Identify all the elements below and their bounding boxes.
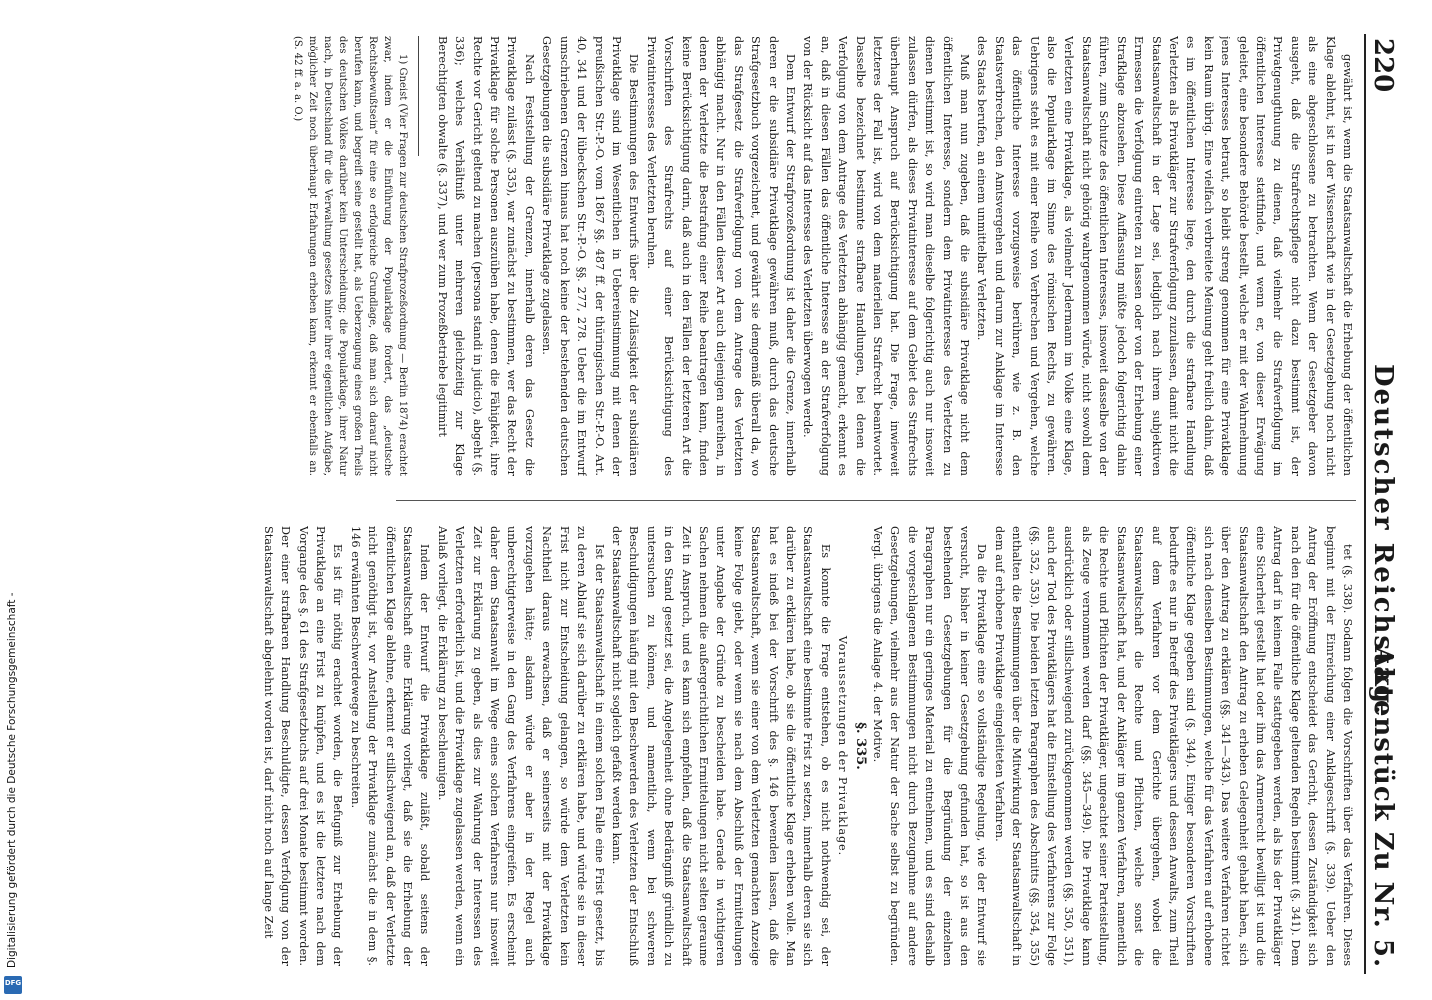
section-subheading: Voraussetzungen der Privatklage.: [836, 635, 850, 857]
paragraph: Die Bestimmungen des Entwurfs über die Zulässigkeit der subsidiären Privatklage sind im Wesentlichen in Uebereinstimmung mit denen der preußischen Str.-P.-O. vom 1867 §§. 487 ff. der thüringischen Str.-P.-O. Art. 40, 341 und der lübeckschen Str.-P.-O. §§. 277, 278. Ueber die im Entwurf umschriebenen Grenzen hinaus hat noch keine der bestehenden deutschen Gesetzgebungen die subsidiäre Privatklage zugelassen.: [540, 36, 641, 476]
footnote: 1) Gneist (Vier Fragen zur deutschen Strafprozeßordnung — Berlin 1874) erachtet zwar, indem er die Einführung der Popularklage fordert, das „deutsche Rechtsbewußtsein“ für eine so erfolgreiche Grundlage, daß man sich darauf nicht berufen kann, und begreift seine gestellt hat, als Ueberzeugung eines großen Theils des deutschen Volkes darüber kein Unterscheidung; die Popularklage, ihrer Natur nach, in Deutschland für die Verwaltung gesetzes hinter ihrer eigentlichen Aufgabe, möglicher Zeit noch überhaupt Erfahrungen erheben kann, erkennt er ebenfalls an. (S. 42 ff. a. a. O.): [292, 36, 409, 476]
paragraph: Es konnte die Frage entstehen, ob es nicht nothwendig sei, der Staatsanwaltschaft eine bestimmte Frist zu setzen, innerhalb deren sie sich darüber zu erklären habe, ob sie die öffentliche Klage erheben wolle. Man hat es indeß bei der Vorschrift des §. 146 bewenden lassen, daß die Staatsanwaltschaft, wenn sie einer von dem Verletzten gemachten Anzeige keine Folge giebt, oder wenn sie nach dem Abschluß der Ermittelungen unter Angabe der Gründe zu bescheiden habe. Gerade in wichtigeren Sachen nehmen die außergerichtlichen Ermittelungen nicht selten geraume Zeit in Anspruch, und es kann sich empfehlen, daß die Staatsanwaltschaft in den Stand gesetzt sei, die Angelegenheit ohne Bedrängniß gründlich zu untersuchen zu können, und namentlich, wenn bei schweren Beschuldigungen häufig mit den Beschwerden des Verletzten der Entschluß der Staatsanwaltschaft nicht sogleich gefaßt werden kann.: [609, 526, 832, 966]
paragraph: Ist der Staatsanwaltschaft in einem solchen Falle eine Frist gesetzt, bis zu deren Ablauf sie sich darüber zu erklären habe, und würde sie in dieser Frist nicht zur Entscheidung gelangen, so würde dem Verletzten kein Nachtheil daraus erwachsen, daß er seinerseits mit der Privatklage vorzugehen hätte; alsdann würde er aber in der Regel auch unberechtigterweise in den Gang des Verfahrens eingreifen. Es erscheint daher dem Staatsanwalt im Wege eines solchen Verfahrens nur insoweit Zeit zur Erklärung zu geben, als dies zur Wahrung der Interessen des Verletzten erforderlich ist, und die Privatklage zugelassen werden, wenn ein Anlaß vorliegt, die Erklärung zu beschleunigen.: [435, 526, 606, 966]
footnote-divider: [418, 36, 419, 156]
paragraph: Muß man nun zugeben, daß die subsidiäre Privatklage nicht dem öffentlichen Interesse, sondern dem Privatinteresse des Verletzten zu dienen bestimmt ist, so wird man dieselbe folgerichtig auch nur insoweit zulassen dürfen, als dieses Privatinteresse auf dem Gebiet des Strafrechts überhaupt Anspruch auf Berücksichtigung hat. Die Frage, inwieweit letzteres der Fall ist, wird von dem materiellen Strafrecht beantwortet. Dasselbe bezeichnet bestimmte strafbare Handlungen, bei denen die Verfolgung von dem Antrage des Verletzten abhängig gemacht, erkennt es an, daß in diesen Fällen das öffentliche Interesse an der Strafverfolgung von der Rücksicht auf das Interesse des Verletzten überwogen werde.: [801, 36, 972, 476]
column-divider: [396, 500, 1356, 501]
credit-text: Digitalisierung gefördert durch die Deutsche Forschungsgemeinschaft -: [6, 592, 18, 968]
running-title: Deutscher Reichstag.: [1368, 364, 1398, 717]
issue-label: Aktenstück Zu Nr. 5.: [1368, 646, 1398, 968]
paragraph: Es ist für nöthig erachtet worden, die Befugniß zur Erhebung der Privatklage an eine Frist zu knüpfen, und es ist die letztere nach dem Vorgange des §. 61 des Strafgesetzbuchs auf drei Monate bestimmt worden. Der einer strafbaren Handlung Beschuldigte, dessen Verfolgung von der Staatsanwaltschaft abgelehnt worden ist, darf nicht noch auf lange Zeit: [261, 526, 345, 966]
paragraph: Indem der Entwurf die Privatklage zuläßt, sobald seitens der Staatsanwaltschaft eine Erklärung vorliegt, daß sie die Erhebung der öffentlichen Klage ablehne, erkennt er stillschweigend an, daß der Verletzte nicht genöthigt ist, vor Anstellung der Privatklage zunächst die in dem §. 146 erwähnten Beschwerdewege zu beschreiten.: [348, 526, 432, 966]
digitization-credit: [2, 540, 28, 1000]
dfg-logo: [4, 976, 22, 994]
document-page: [10, 34, 1400, 974]
right-column: [16, 526, 1356, 966]
left-column: [16, 36, 1356, 476]
paragraph: Dem Entwurf der Strafprozeßordnung ist daher die Grenze, innerhalb deren er die subsidiäre Privatklage gewähren muß, durch das deutsche Strafgesetzbuch vorgezeichnet, und gewährt sie demgemäß überall da, wo das Strafgesetz die Strafverfolgung von dem Antrage des Verletzten abhängig macht. Nur in den Fällen dieser Art auch diejenigen anreihen, in denen der Verletzte die Bestrafung einer Reihe beantragen kann, finden keine Berücksichtigung darin, daß auch in den Fällen der letzteren Art die Vorschriften des Strafrechts auf einer Berücksichtigung des Privatinteresses des Verletzten beruhen.: [644, 36, 797, 476]
page-header: [1364, 34, 1400, 974]
dfg-logo-label: DFG: [4, 979, 22, 987]
page-number: 220: [1368, 38, 1398, 93]
paragraph: Da die Privatklage eine so vollständige Regelung, wie der Entwurf sie versucht, bisher in keiner Gesetzgebung gefunden hat, so ist aus den bestehenden Gesetzgebungen für die Begründung der einzelnen Paragraphen nur ein geringes Material zu entnehmen, und es sind deshalb die vorgeschlagenen Bestimmungen nicht durch Bezugnahme auf andere Gesetzgebungen, vielmehr aus der Natur der Sache selbst zu begründen. Vergl. übrigens die Anlage 4. der Motive.: [871, 526, 989, 966]
paragraph: Nach Feststellung der Grenzen, innerhalb deren das Gesetz die Privatklage zulässt (§. 335), war zunächst zu bestimmen, wer das Recht der Privatklage für solche Personen auszuüben habe, denen die Fähigkeit, ihre Rechte vor Gericht geltend zu machen (persona standi in judicio), abgeht (§. 336); welches Verhältniß unter mehreren gleichzeitig zur Klage Berechtigten obwalte (§. 337), und wer zum Prozeßbetriebe legitimirt: [435, 36, 536, 476]
paragraph: tet (§. 338). Sodann folgen die Vorschriften über das Verfahren. Dieses beginnt mit der Einreichung einer Anklageschrift (§. 339). Ueber den Antrag der Eröffnung entscheidet das Gericht, dessen Zuständigkeit sich nach den für die öffentliche Klage geltenden Regeln bestimmt (§. 341). Dem Antrag darf in keinem Falle stattgegeben werden, als bis der Privatkläger eine Sicherheit gestellt hat oder ihm das Armenrecht bewilligt ist und die Staatsanwaltschaft den Antrag zu erheben Gelegenheit gehabt haben, sich über den Antrag zu erklären (§§. 341—343). Das weitere Verfahren richtet sich nach denselben Bestimmungen, welche für das Verfahren auf erhobene öffentliche Klage gegeben sind (§. 344). Einiger besonderen Vorschriften bedurfte es nur in Betreff des Privatklägers und dessen Anwalts, zum Theil auf dem Verfahren vor dem Gerichte übergehen, wobei die Staatsanwaltschaft die Rechte und Pflichten, welche sonst die Staatsanwaltschaft hat, und der Ankläger im ganzen Verfahren, namentlich die Rechte und Pflichten der Privatkläger, ungeachtet seiner Parteistellung, als Zeuge vernommen werden darf (§§. 345—349). Die Privatklage kann ausdrücklich oder stillschweigend zurückgenommen werden (§§. 350, 351), auch der Tod des Privatklägers hat die Einstellung des Verfahrens zur Folge (§§. 352, 353). Die beiden letzten Paragraphen des Abschnitts (§§. 354, 355) enthalten die Bestimmungen über die Mitwirkung der Staatsanwaltschaft in dem auf erhobene Privatklage eingeleiteten Verfahren.: [992, 526, 1354, 966]
section-heading: §. 335.: [852, 722, 868, 770]
paragraph: gewährt ist, wenn die Staatsanwaltschaft die Erhebung der öffentlichen Klage ablehnt, ist in der Wissenschaft wie in der Gesetzgebung noch nicht als eine abgeschlossene zu betrachten. Wenn der Gesetzgeber davon ausgeht, daß die Strafrechtspflege nicht dazu bestimmt ist, der Privatgenugthuung zu dienen, daß vielmehr die Strafverfolgung im öffentlichen Interesse stattfinde, und wenn er, von dieser Erwägung geleitet, eine besondere Behörde bestellt, welche er mit der Wahrnehmung jenes Interesses betraut, so bleibt streng genommen für eine Privatklage kein Raum übrig. Eine vielfach verbreitete Meinung geht freilich dahin, daß es im öffentlichen Interesse liege, den durch die strafbare Handlung Verletzten als Privatkläger zur Strafverfolgung zuzulassen, damit nicht die Staatsanwaltschaft in der Lage sei, lediglich nach ihrem subjektiven Ermessen die Verfolgung eintreten zu lassen oder von der Erhebung einer Strafklage abzusehen. Diese Auffassung müßte jedoch folgerichtig dahin führen, zum Schutze des öffentlichen Interesses, insoweit dasselbe von der Staatsanwaltschaft nicht gehörig wahrgenommen würde, nicht sowohl dem Verletzten eine Privatklage, als vielmehr Jedermann im Volke eine Klage, also die Popularklage im Sinne des römischen Rechts, zu gewähren. Uebrigens steht es mit einer Reihe von Verbrechen und Vergehen, welche das öffentliche Interesse vorzugsweise berühren, wie z. B. den Staatsverbrechen, den Amtsvergehen und darum zur Anklage im Interesse des Staats berufen, an einem unmittelbar Verletzten.: [975, 36, 1354, 476]
